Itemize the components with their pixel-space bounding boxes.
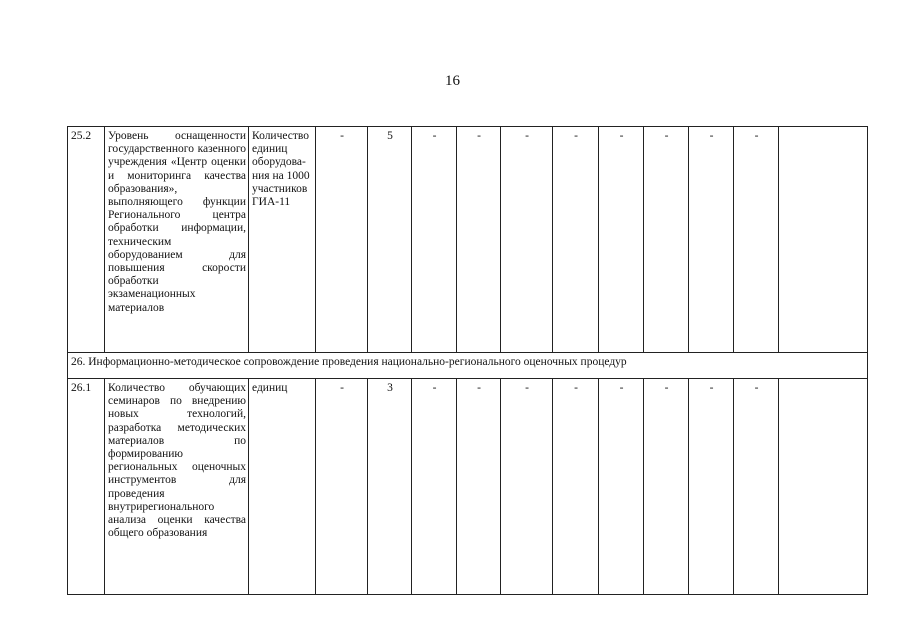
row-number: 25.2: [68, 127, 105, 353]
value-cell: -: [599, 127, 644, 353]
value-cell: -: [644, 379, 689, 595]
value-cell: [779, 127, 868, 353]
indicator-description: Количество обучающих семинаров по внедрению новых технологий, разработка методических материалов по формированию региональных оценочных инструментов для проведения внутрирегионального анализа оценки качества общего образования: [105, 379, 249, 595]
value-cell: -: [689, 127, 734, 353]
section-heading: 26. Информационно-методическое сопровождение проведения национально-регионального оценочных процедур: [68, 353, 868, 379]
value-cell: -: [599, 379, 644, 595]
value-cell: -: [553, 379, 599, 595]
table-row-26-1: [68, 379, 868, 595]
value-cell: -: [734, 127, 779, 353]
value-cell: -: [457, 379, 501, 595]
unit-of-measure: Количество единиц оборудова-ния на 1000 участников ГИА-11: [249, 127, 316, 353]
value-cell: -: [644, 127, 689, 353]
value-cell: -: [412, 127, 457, 353]
value-cell: -: [316, 127, 368, 353]
value-cell: 5: [368, 127, 412, 353]
value-cell: -: [501, 127, 553, 353]
page-number: 16: [445, 73, 460, 89]
value-cell: -: [689, 379, 734, 595]
value-cell: -: [553, 127, 599, 353]
value-cell: [779, 379, 868, 595]
value-cell: -: [501, 379, 553, 595]
value-cell: -: [412, 379, 457, 595]
indicator-description: Уровень оснащенности государственного казенного учреждения «Центр оценки и мониторинга качества образования», выполняющего функции Регионального центра обработки информации, техническим оборудованием для повышения скорости обработки экзаменационных материалов: [105, 127, 249, 353]
section-row-26: [68, 353, 868, 379]
unit-of-measure: единиц: [249, 379, 316, 595]
value-cell: -: [316, 379, 368, 595]
table-row-25-2: [68, 127, 868, 353]
indicator-table: [67, 126, 868, 595]
value-cell: -: [734, 379, 779, 595]
value-cell: 3: [368, 379, 412, 595]
value-cell: -: [457, 127, 501, 353]
row-number: 26.1: [68, 379, 105, 595]
